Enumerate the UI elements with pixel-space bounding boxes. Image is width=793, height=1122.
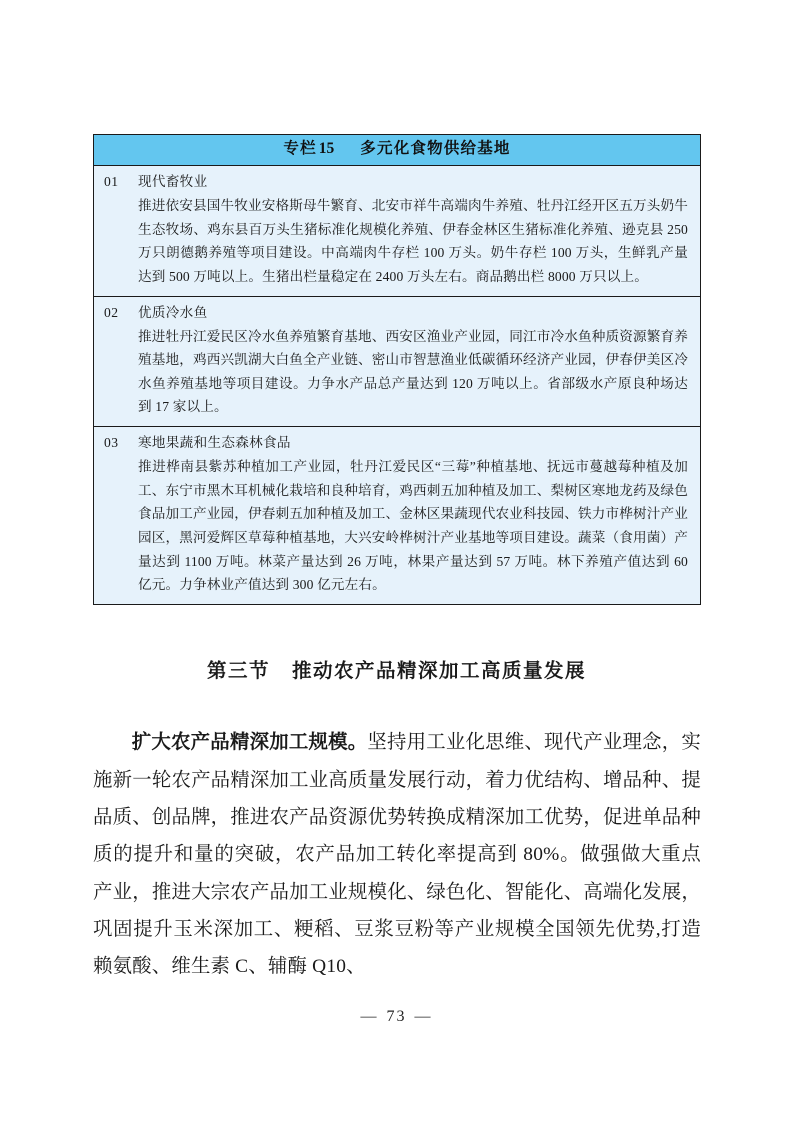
callout-entry-title: 现代畜牧业	[138, 173, 208, 189]
callout-entry-index: 02	[104, 304, 119, 320]
page-footer	[0, 1008, 793, 1026]
body-paragraph	[93, 724, 701, 985]
callout-entry-head	[104, 302, 688, 324]
section-heading	[0, 655, 793, 683]
callout-label: 专栏	[283, 140, 317, 157]
callout-entry	[94, 296, 700, 427]
section-heading-title: 推动农产品精深加工高质量发展	[292, 661, 587, 682]
callout-number: 15	[318, 140, 335, 157]
callout-entry-body: 推进依安县国牛牧业安格斯母牛繁育、北安市祥牛高端肉牛养殖、牡丹江经开区五万头奶牛生态牧场、鸡东县百万头生猪标准化规模化养殖、伊春金林区生猪标准化养殖、逊克县 250 万只朗德鹅养殖等项目建设。中高端肉牛存栏 100 万头。奶牛存栏 100 万头，生鲜乳产量达到 500 万吨以上。生猪出栏量稳定在 2400 万头左右。商品鹅出栏 8000 万只以上。	[138, 197, 688, 284]
callout-entry-index: 03	[104, 435, 119, 451]
callout-header	[94, 135, 700, 166]
callout-entry-body: 推进牡丹江爱民区冷水鱼养殖繁育基地、西安区渔业产业园，同江市冷水鱼种质资源繁育养殖基地，鸡西兴凯湖大白鱼全产业链、密山市智慧渔业低碳循环经济产业园，伊春伊美区冷水鱼养殖基地等项目建设。力争水产品总产量达到 120 万吨以上。省部级水产原良种场达到 17 家以上。	[138, 328, 688, 415]
callout-entry-body: 推进桦南县紫苏种植加工产业园，牡丹江爱民区“三莓”种植基地、抚远市蔓越莓种植及加工、东宁市黑木耳机械化栽培和良种培育，鸡西刺五加种植及加工、梨树区寒地龙药及绿色食品加工产业园，伊春刺五加种植及加工、金林区果蔬现代农业科技园、铁力市桦树汁产业园区，黑河爱辉区草莓种植基地，大兴安岭桦树汁产业基地等项目建设。蔬菜（食用菌）产量达到 1100 万吨。林菜产量达到 26 万吨，林果产量达到 57 万吨。林下养殖产值达到 60 亿元。力争林业产值达到 300 亿元左右。	[138, 459, 688, 593]
footer-dash-left: —	[360, 1008, 379, 1025]
callout-title: 多元化食物供给基地	[360, 140, 511, 157]
callout-entry	[94, 166, 700, 296]
callout-entry-head	[104, 432, 688, 454]
callout-entry-title: 寒地果蔬和生态森林食品	[138, 435, 291, 451]
section-number-label: 第三节	[206, 661, 270, 682]
page-number: 73	[386, 1008, 407, 1025]
callout-entry-title: 优质冷水鱼	[138, 304, 208, 320]
paragraph-lead-bold: 扩大农产品精深加工规模。	[131, 732, 368, 754]
footer-dash-right: —	[414, 1008, 433, 1025]
callout-box-column-15	[93, 134, 701, 605]
callout-entry-head	[104, 171, 688, 193]
callout-entry-index: 01	[104, 173, 119, 189]
paragraph-text: 坚持用工业化思维、现代产业理念，实施新一轮农产品精深加工业高质量发展行动，着力优结构、增品种、提品质、创品牌，推进农产品资源优势转换成精深加工优势，促进单品种质的提升和量的突破，农产品加工转化率提高到 80%。做强做大重点产业，推进大宗农产品加工业规模化、绿色化、智能化、高端化发展，巩固提升玉米深加工、粳稻、豆浆豆粉等产业规模全国领先优势,打造赖氨酸、维生素 C、辅酶 Q10、	[93, 732, 701, 978]
callout-entry	[94, 426, 700, 604]
